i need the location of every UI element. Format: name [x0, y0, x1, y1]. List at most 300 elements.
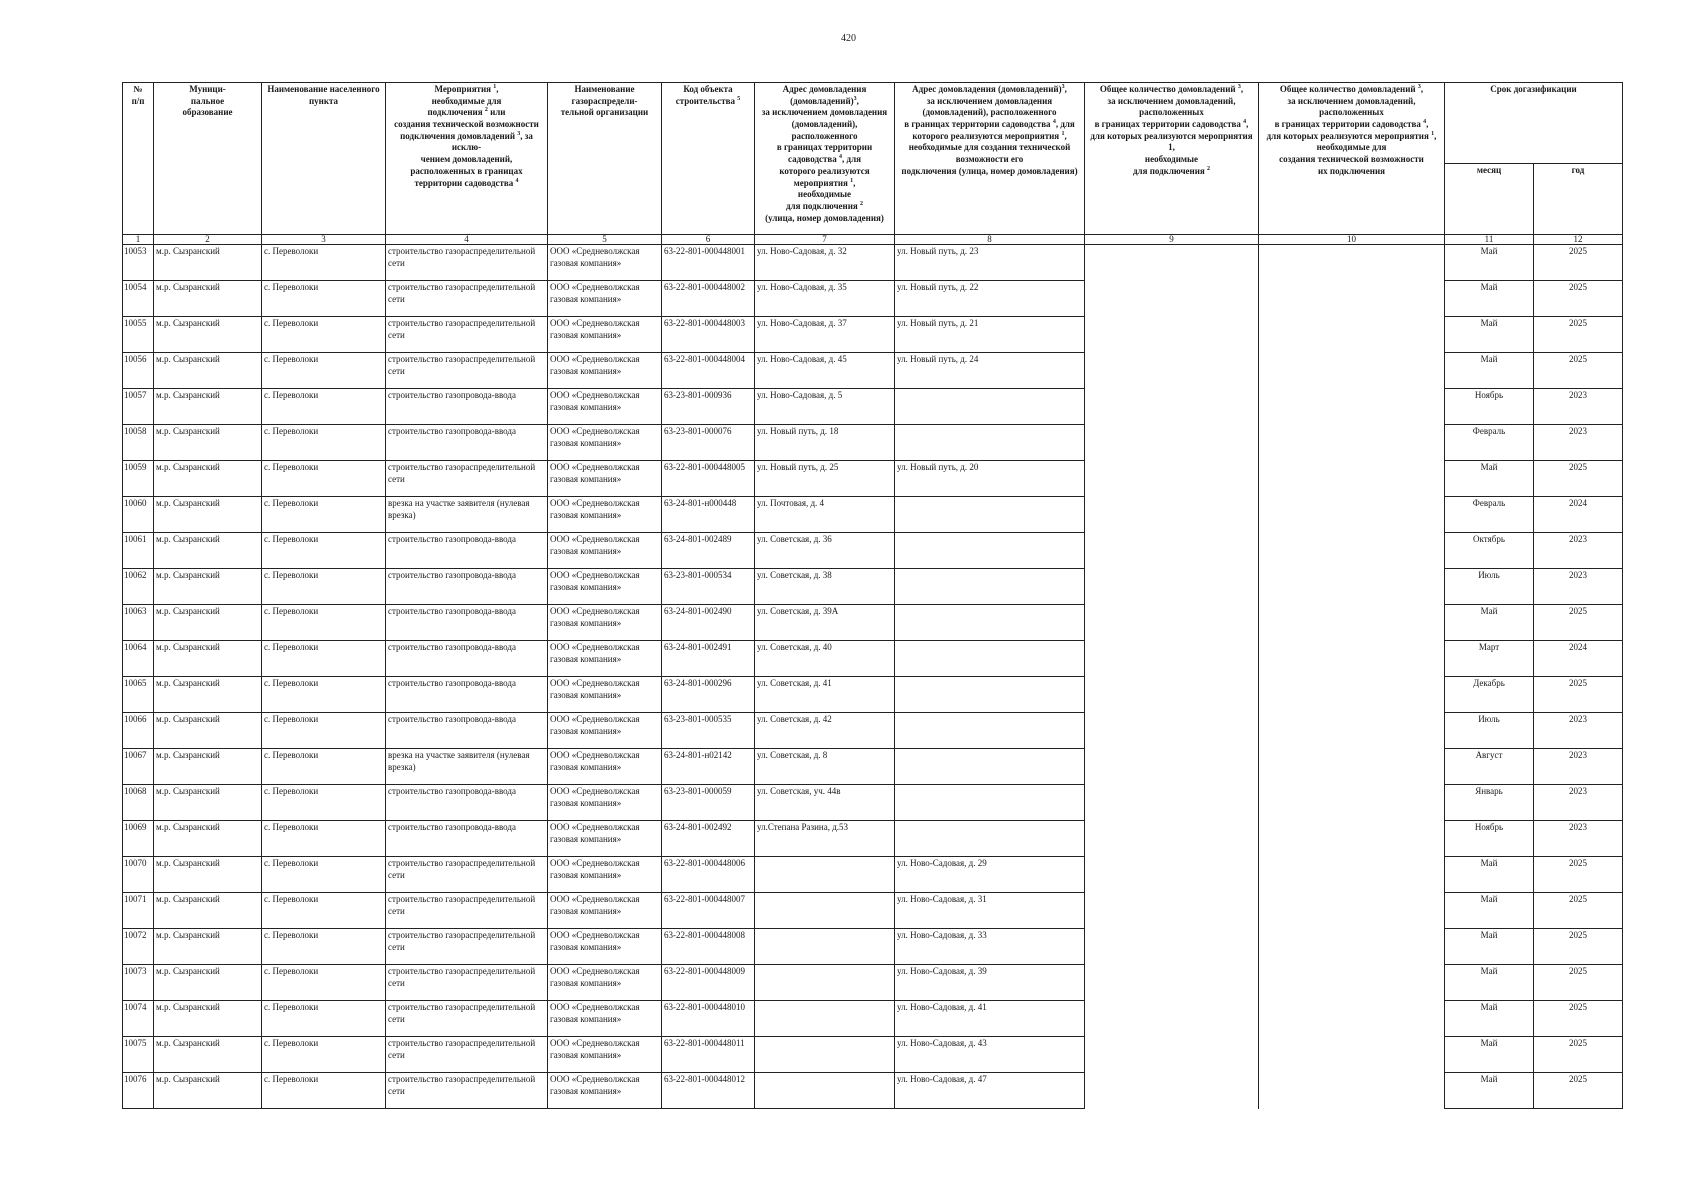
address-connection-cell	[755, 893, 895, 929]
municipality-cell: м.р. Сызранский	[154, 1037, 262, 1073]
month-cell: Январь	[1445, 785, 1534, 821]
year-cell: 2025	[1534, 965, 1623, 1001]
table-row	[123, 929, 1623, 965]
table-row	[123, 605, 1623, 641]
month-cell: Август	[1445, 749, 1534, 785]
month-cell: Февраль	[1445, 497, 1534, 533]
count-connection-cell	[1085, 641, 1259, 677]
table-row	[123, 389, 1623, 425]
settlement-cell: с. Переволоки	[262, 425, 386, 461]
municipality-cell: м.р. Сызранский	[154, 569, 262, 605]
address-capability-cell	[895, 641, 1085, 677]
year-cell: 2023	[1534, 713, 1623, 749]
row-number: 10063	[123, 605, 154, 641]
year-cell: 2025	[1534, 461, 1623, 497]
month-cell: Май	[1445, 1073, 1534, 1109]
municipality-cell: м.р. Сызранский	[154, 1001, 262, 1037]
object-code-cell: 63-22-801-000448007	[662, 893, 755, 929]
column-number: 3	[262, 235, 386, 245]
address-capability-cell: ул. Новый путь, д. 21	[895, 317, 1085, 353]
settlement-cell: с. Переволоки	[262, 965, 386, 1001]
organization-cell: ООО «Средневолжская газовая компания»	[548, 857, 662, 893]
address-capability-cell: ул. Ново-Садовая, д. 47	[895, 1073, 1085, 1109]
settlement-cell: с. Переволоки	[262, 1037, 386, 1073]
organization-cell: ООО «Средневолжская газовая компания»	[548, 929, 662, 965]
activity-cell: строительство газопровода-ввода	[386, 713, 548, 749]
organization-cell: ООО «Средневолжская газовая компания»	[548, 965, 662, 1001]
year-cell: 2025	[1534, 605, 1623, 641]
page-number: 420	[841, 33, 856, 44]
municipality-cell: м.р. Сызранский	[154, 749, 262, 785]
activity-cell: строительство газопровода-ввода	[386, 533, 548, 569]
organization-cell: ООО «Средневолжская газовая компания»	[548, 317, 662, 353]
address-connection-cell: ул. Советская, д. 8	[755, 749, 895, 785]
municipality-cell: м.р. Сызранский	[154, 713, 262, 749]
table-row	[123, 317, 1623, 353]
header-month: месяц	[1445, 164, 1534, 235]
count-capability-cell	[1259, 281, 1445, 317]
month-cell: Май	[1445, 461, 1534, 497]
count-connection-cell	[1085, 533, 1259, 569]
month-cell: Май	[1445, 353, 1534, 389]
count-capability-cell	[1259, 533, 1445, 569]
organization-cell: ООО «Средневолжская газовая компания»	[548, 1037, 662, 1073]
address-capability-cell	[895, 533, 1085, 569]
municipality-cell: м.р. Сызранский	[154, 533, 262, 569]
object-code-cell: 63-22-801-000448004	[662, 353, 755, 389]
table-row	[123, 533, 1623, 569]
count-connection-cell	[1085, 497, 1259, 533]
settlement-cell: с. Переволоки	[262, 821, 386, 857]
organization-cell: ООО «Средневолжская газовая компания»	[548, 497, 662, 533]
table-row	[123, 965, 1623, 1001]
activity-cell: строительство газораспределительной сети	[386, 461, 548, 497]
row-number: 10062	[123, 569, 154, 605]
row-number: 10057	[123, 389, 154, 425]
row-number: 10061	[123, 533, 154, 569]
address-connection-cell: ул. Новый путь, д. 18	[755, 425, 895, 461]
table-row	[123, 821, 1623, 857]
object-code-cell: 63-24-801-н000448	[662, 497, 755, 533]
table-row	[123, 569, 1623, 605]
organization-cell: ООО «Средневолжская газовая компания»	[548, 461, 662, 497]
month-cell: Ноябрь	[1445, 389, 1534, 425]
count-capability-cell	[1259, 893, 1445, 929]
month-cell: Ноябрь	[1445, 821, 1534, 857]
address-connection-cell: ул. Советская, д. 40	[755, 641, 895, 677]
object-code-cell: 63-23-801-000535	[662, 713, 755, 749]
table-row	[123, 677, 1623, 713]
count-connection-cell	[1085, 857, 1259, 893]
organization-cell: ООО «Средневолжская газовая компания»	[548, 605, 662, 641]
year-cell: 2025	[1534, 1001, 1623, 1037]
year-cell: 2024	[1534, 497, 1623, 533]
settlement-cell: с. Переволоки	[262, 605, 386, 641]
address-connection-cell: ул. Новый путь, д. 25	[755, 461, 895, 497]
address-connection-cell: ул. Ново-Садовая, д. 37	[755, 317, 895, 353]
address-connection-cell	[755, 929, 895, 965]
year-cell: 2025	[1534, 677, 1623, 713]
month-cell: Март	[1445, 641, 1534, 677]
object-code-cell: 63-23-801-000076	[662, 425, 755, 461]
row-number: 10071	[123, 893, 154, 929]
month-cell: Май	[1445, 965, 1534, 1001]
table-row	[123, 461, 1623, 497]
row-number: 10056	[123, 353, 154, 389]
address-connection-cell: ул. Почтовая, д. 4	[755, 497, 895, 533]
year-cell: 2023	[1534, 389, 1623, 425]
address-capability-cell: ул. Ново-Садовая, д. 39	[895, 965, 1085, 1001]
address-connection-cell: ул. Советская, уч. 44в	[755, 785, 895, 821]
organization-cell: ООО «Средневолжская газовая компания»	[548, 533, 662, 569]
count-capability-cell	[1259, 749, 1445, 785]
column-number: 7	[755, 235, 895, 245]
count-capability-cell	[1259, 929, 1445, 965]
table-row	[123, 1037, 1623, 1073]
table-row	[123, 893, 1623, 929]
settlement-cell: с. Переволоки	[262, 497, 386, 533]
header-activities: Мероприятия $^1$, необходимые для подключения $^2$ или создания технической возможности подключения домовладений $^3$, за исклю- чением домовладений, расположенных в границах территории садоводства $^4$	[386, 83, 548, 235]
address-connection-cell: ул.Степана Разина, д.53	[755, 821, 895, 857]
settlement-cell: с. Переволоки	[262, 353, 386, 389]
activity-cell: строительство газораспределительной сети	[386, 1073, 548, 1109]
address-connection-cell: ул. Ново-Садовая, д. 35	[755, 281, 895, 317]
row-number: 10067	[123, 749, 154, 785]
count-connection-cell	[1085, 713, 1259, 749]
organization-cell: ООО «Средневолжская газовая компания»	[548, 245, 662, 281]
count-capability-cell	[1259, 1073, 1445, 1109]
municipality-cell: м.р. Сызранский	[154, 641, 262, 677]
count-connection-cell	[1085, 1073, 1259, 1109]
row-number: 10055	[123, 317, 154, 353]
year-cell: 2025	[1534, 1073, 1623, 1109]
table-row	[123, 1073, 1623, 1109]
address-capability-cell	[895, 497, 1085, 533]
organization-cell: ООО «Средневолжская газовая компания»	[548, 281, 662, 317]
header-count-capability: Общее количество домовладений $^3$, за исключением домовладений, расположенных в границах территории садоводства $^4$, для которых реализуются мероприятия $^1$, необходимые для создания технической возможности их подключения	[1259, 83, 1445, 235]
row-number: 10065	[123, 677, 154, 713]
count-connection-cell	[1085, 245, 1259, 281]
address-capability-cell	[895, 749, 1085, 785]
count-connection-cell	[1085, 785, 1259, 821]
activity-cell: строительство газопровода-ввода	[386, 677, 548, 713]
row-number: 10072	[123, 929, 154, 965]
organization-cell: ООО «Средневолжская газовая компания»	[548, 425, 662, 461]
activity-cell: строительство газораспределительной сети	[386, 857, 548, 893]
activity-cell: строительство газораспределительной сети	[386, 893, 548, 929]
count-connection-cell	[1085, 677, 1259, 713]
header-organization: Наименование газораспредели- тельной организации	[548, 83, 662, 235]
settlement-cell: с. Переволоки	[262, 533, 386, 569]
count-connection-cell	[1085, 929, 1259, 965]
year-cell: 2023	[1534, 425, 1623, 461]
count-capability-cell	[1259, 677, 1445, 713]
gasification-table	[122, 82, 1623, 1109]
object-code-cell: 63-22-801-000448011	[662, 1037, 755, 1073]
object-code-cell: 63-24-801-000296	[662, 677, 755, 713]
object-code-cell: 63-24-801-002489	[662, 533, 755, 569]
municipality-cell: м.р. Сызранский	[154, 389, 262, 425]
address-capability-cell	[895, 713, 1085, 749]
month-cell: Май	[1445, 605, 1534, 641]
activity-cell: строительство газопровода-ввода	[386, 641, 548, 677]
count-capability-cell	[1259, 821, 1445, 857]
settlement-cell: с. Переволоки	[262, 389, 386, 425]
header-deadline: Срок догазификации	[1445, 83, 1623, 164]
municipality-cell: м.р. Сызранский	[154, 857, 262, 893]
address-connection-cell: ул. Ново-Садовая, д. 5	[755, 389, 895, 425]
object-code-cell: 63-24-801-002492	[662, 821, 755, 857]
object-code-cell: 63-23-801-000534	[662, 569, 755, 605]
activity-cell: строительство газопровода-ввода	[386, 605, 548, 641]
month-cell: Май	[1445, 893, 1534, 929]
organization-cell: ООО «Средневолжская газовая компания»	[548, 641, 662, 677]
header-address-connection: Адрес домовладения (домовладений)$^3$, за исключением домовладения (домовладений), расположенного в границах территории садоводства $^4$, для которого реализуются мероприятия $^1$, необходимые для подключения $^2$ (улица, номер домовладения)	[755, 83, 895, 235]
count-connection-cell	[1085, 281, 1259, 317]
column-number: 10	[1259, 235, 1445, 245]
row-number: 10075	[123, 1037, 154, 1073]
address-connection-cell: ул. Советская, д. 36	[755, 533, 895, 569]
count-capability-cell	[1259, 1037, 1445, 1073]
organization-cell: ООО «Средневолжская газовая компания»	[548, 1001, 662, 1037]
row-number: 10064	[123, 641, 154, 677]
settlement-cell: с. Переволоки	[262, 785, 386, 821]
count-capability-cell	[1259, 605, 1445, 641]
table-row	[123, 497, 1623, 533]
settlement-cell: с. Переволоки	[262, 929, 386, 965]
address-connection-cell	[755, 965, 895, 1001]
object-code-cell: 63-23-801-000936	[662, 389, 755, 425]
address-connection-cell: ул. Советская, д. 38	[755, 569, 895, 605]
count-capability-cell	[1259, 713, 1445, 749]
object-code-cell: 63-24-801-002491	[662, 641, 755, 677]
address-capability-cell	[895, 677, 1085, 713]
activity-cell: строительство газораспределительной сети	[386, 353, 548, 389]
header-count-connection: Общее количество домовладений $^3$, за исключением домовладений, расположенных в границах территории садоводства $^4$, для которых реализуются мероприятия 1, необходимые для подключения $^2$	[1085, 83, 1259, 235]
count-capability-cell	[1259, 245, 1445, 281]
settlement-cell: с. Переволоки	[262, 713, 386, 749]
municipality-cell: м.р. Сызранский	[154, 785, 262, 821]
settlement-cell: с. Переволоки	[262, 749, 386, 785]
count-connection-cell	[1085, 749, 1259, 785]
settlement-cell: с. Переволоки	[262, 317, 386, 353]
settlement-cell: с. Переволоки	[262, 281, 386, 317]
municipality-cell: м.р. Сызранский	[154, 353, 262, 389]
count-capability-cell	[1259, 965, 1445, 1001]
settlement-cell: с. Переволоки	[262, 1073, 386, 1109]
count-connection-cell	[1085, 965, 1259, 1001]
count-connection-cell	[1085, 569, 1259, 605]
object-code-cell: 63-22-801-000448008	[662, 929, 755, 965]
header-address-capability: Адрес домовладения (домовладений)$^3$, за исключением домовладения (домовладений), расположенного в границах территории садоводства $^4$, для которого реализуются мероприятия $^1$, необходимые для создания технической возможности его подключения (улица, номер домовладения)	[895, 83, 1085, 235]
count-capability-cell	[1259, 641, 1445, 677]
month-cell: Май	[1445, 1001, 1534, 1037]
month-cell: Май	[1445, 1037, 1534, 1073]
address-connection-cell	[755, 1001, 895, 1037]
object-code-cell: 63-22-801-000448010	[662, 1001, 755, 1037]
municipality-cell: м.р. Сызранский	[154, 605, 262, 641]
settlement-cell: с. Переволоки	[262, 1001, 386, 1037]
table-row	[123, 245, 1623, 281]
year-cell: 2023	[1534, 533, 1623, 569]
settlement-cell: с. Переволоки	[262, 569, 386, 605]
year-cell: 2025	[1534, 1037, 1623, 1073]
municipality-cell: м.р. Сызранский	[154, 461, 262, 497]
municipality-cell: м.р. Сызранский	[154, 497, 262, 533]
object-code-cell: 63-22-801-000448003	[662, 317, 755, 353]
address-capability-cell	[895, 389, 1085, 425]
activity-cell: строительство газопровода-ввода	[386, 425, 548, 461]
table-row	[123, 641, 1623, 677]
count-connection-cell	[1085, 461, 1259, 497]
count-connection-cell	[1085, 821, 1259, 857]
month-cell: Июль	[1445, 713, 1534, 749]
count-connection-cell	[1085, 317, 1259, 353]
row-number: 10069	[123, 821, 154, 857]
municipality-cell: м.р. Сызранский	[154, 1073, 262, 1109]
organization-cell: ООО «Средневолжская газовая компания»	[548, 713, 662, 749]
activity-cell: строительство газопровода-ввода	[386, 389, 548, 425]
count-capability-cell	[1259, 389, 1445, 425]
object-code-cell: 63-22-801-000448001	[662, 245, 755, 281]
address-capability-cell: ул. Новый путь, д. 24	[895, 353, 1085, 389]
organization-cell: ООО «Средневолжская газовая компания»	[548, 893, 662, 929]
municipality-cell: м.р. Сызранский	[154, 965, 262, 1001]
address-capability-cell: ул. Ново-Садовая, д. 29	[895, 857, 1085, 893]
object-code-cell: 63-22-801-000448002	[662, 281, 755, 317]
municipality-cell: м.р. Сызранский	[154, 677, 262, 713]
activity-cell: строительство газораспределительной сети	[386, 929, 548, 965]
count-capability-cell	[1259, 461, 1445, 497]
count-connection-cell	[1085, 353, 1259, 389]
header-year: год	[1534, 164, 1623, 235]
count-capability-cell	[1259, 857, 1445, 893]
column-number: 1	[123, 235, 154, 245]
object-code-cell: 63-24-801-н02142	[662, 749, 755, 785]
month-cell: Октябрь	[1445, 533, 1534, 569]
address-capability-cell	[895, 569, 1085, 605]
row-number: 10076	[123, 1073, 154, 1109]
header-object-code: Код объекта строительства $^5$	[662, 83, 755, 235]
activity-cell: строительство газораспределительной сети	[386, 965, 548, 1001]
year-cell: 2023	[1534, 821, 1623, 857]
address-capability-cell: ул. Ново-Садовая, д. 41	[895, 1001, 1085, 1037]
row-number: 10054	[123, 281, 154, 317]
count-capability-cell	[1259, 317, 1445, 353]
year-cell: 2025	[1534, 317, 1623, 353]
activity-cell: строительство газораспределительной сети	[386, 1001, 548, 1037]
row-number: 10070	[123, 857, 154, 893]
settlement-cell: с. Переволоки	[262, 245, 386, 281]
activity-cell: врезка на участке заявителя (нулевая врезка)	[386, 749, 548, 785]
row-number: 10060	[123, 497, 154, 533]
row-number: 10073	[123, 965, 154, 1001]
municipality-cell: м.р. Сызранский	[154, 245, 262, 281]
month-cell: Декабрь	[1445, 677, 1534, 713]
address-connection-cell: ул. Ново-Садовая, д. 32	[755, 245, 895, 281]
organization-cell: ООО «Средневолжская газовая компания»	[548, 1073, 662, 1109]
address-capability-cell: ул. Ново-Садовая, д. 31	[895, 893, 1085, 929]
address-connection-cell: ул. Ново-Садовая, д. 45	[755, 353, 895, 389]
header-municipality: Муници- пальное образование	[154, 83, 262, 235]
address-connection-cell	[755, 857, 895, 893]
column-number: 5	[548, 235, 662, 245]
address-capability-cell: ул. Новый путь, д. 20	[895, 461, 1085, 497]
column-number: 12	[1534, 235, 1623, 245]
column-number: 11	[1445, 235, 1534, 245]
address-capability-cell: ул. Ново-Садовая, д. 43	[895, 1037, 1085, 1073]
object-code-cell: 63-22-801-000448006	[662, 857, 755, 893]
organization-cell: ООО «Средневолжская газовая компания»	[548, 785, 662, 821]
count-connection-cell	[1085, 605, 1259, 641]
column-number: 9	[1085, 235, 1259, 245]
count-connection-cell	[1085, 1037, 1259, 1073]
municipality-cell: м.р. Сызранский	[154, 317, 262, 353]
year-cell: 2025	[1534, 353, 1623, 389]
year-cell: 2025	[1534, 893, 1623, 929]
year-cell: 2023	[1534, 749, 1623, 785]
count-connection-cell	[1085, 893, 1259, 929]
table-row	[123, 749, 1623, 785]
municipality-cell: м.р. Сызранский	[154, 893, 262, 929]
table-body	[123, 235, 1623, 1109]
organization-cell: ООО «Средневолжская газовая компания»	[548, 569, 662, 605]
object-code-cell: 63-23-801-000059	[662, 785, 755, 821]
organization-cell: ООО «Средневолжская газовая компания»	[548, 389, 662, 425]
address-capability-cell: ул. Ново-Садовая, д. 33	[895, 929, 1085, 965]
organization-cell: ООО «Средневолжская газовая компания»	[548, 749, 662, 785]
municipality-cell: м.р. Сызранский	[154, 821, 262, 857]
activity-cell: строительство газопровода-ввода	[386, 785, 548, 821]
object-code-cell: 63-22-801-000448005	[662, 461, 755, 497]
row-number: 10053	[123, 245, 154, 281]
count-connection-cell	[1085, 389, 1259, 425]
count-connection-cell	[1085, 1001, 1259, 1037]
column-numbers-row	[123, 235, 1623, 245]
table-row	[123, 425, 1623, 461]
year-cell: 2025	[1534, 281, 1623, 317]
header-number: № п/п	[123, 83, 154, 235]
row-number: 10059	[123, 461, 154, 497]
count-capability-cell	[1259, 785, 1445, 821]
count-capability-cell	[1259, 569, 1445, 605]
address-capability-cell: ул. Новый путь, д. 22	[895, 281, 1085, 317]
month-cell: Июль	[1445, 569, 1534, 605]
object-code-cell: 63-24-801-002490	[662, 605, 755, 641]
settlement-cell: с. Переволоки	[262, 857, 386, 893]
address-connection-cell	[755, 1037, 895, 1073]
organization-cell: ООО «Средневолжская газовая компания»	[548, 821, 662, 857]
year-cell: 2024	[1534, 641, 1623, 677]
table-row	[123, 857, 1623, 893]
year-cell: 2023	[1534, 785, 1623, 821]
activity-cell: врезка на участке заявителя (нулевая врезка)	[386, 497, 548, 533]
count-capability-cell	[1259, 425, 1445, 461]
address-capability-cell	[895, 785, 1085, 821]
row-number: 10068	[123, 785, 154, 821]
object-code-cell: 63-22-801-000448009	[662, 965, 755, 1001]
activity-cell: строительство газопровода-ввода	[386, 821, 548, 857]
month-cell: Май	[1445, 857, 1534, 893]
table-row	[123, 353, 1623, 389]
table-row	[123, 785, 1623, 821]
activity-cell: строительство газораспределительной сети	[386, 281, 548, 317]
month-cell: Май	[1445, 317, 1534, 353]
month-cell: Февраль	[1445, 425, 1534, 461]
row-number: 10058	[123, 425, 154, 461]
municipality-cell: м.р. Сызранский	[154, 425, 262, 461]
month-cell: Май	[1445, 929, 1534, 965]
